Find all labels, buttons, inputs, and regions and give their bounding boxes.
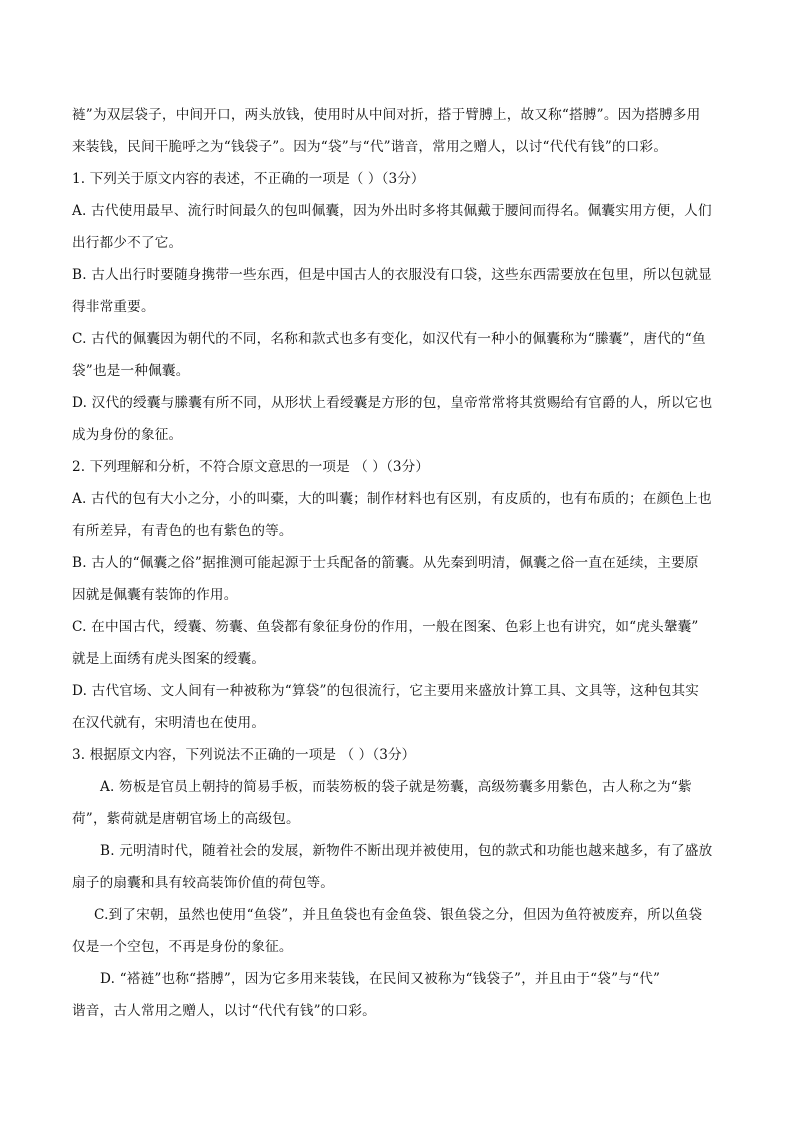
option-line: A. 古代使用最早、流行时间最久的包叫佩囊，因为外出时多将其佩戴于腰间而得名。佩囊实用方便，人们	[72, 203, 712, 219]
option-b	[72, 547, 724, 611]
question-stem: 2. 下列理解和分析，不符合原文意思的一项是 （ ）（3分）	[72, 459, 430, 475]
option-c	[72, 899, 724, 963]
option-line: C.到了宋朝，虽然也使用“鱼袋”，并且鱼袋也有金鱼袋、银鱼袋之分，但因为鱼符被废弃，所以鱼袋	[94, 907, 703, 923]
option-line: 出行都少不了它。	[72, 235, 183, 251]
question-stem: 1. 下列关于原文内容的表述，不正确的一项是（ ）（3分）	[72, 171, 425, 187]
intro-line: 来装钱，民间干脆呼之为“钱袋子”。因为“袋”与“代”谐音，常用之赠人，以讨“代代有钱”的口彩。	[72, 139, 668, 155]
option-d	[72, 963, 724, 1027]
option-line: B. 古人的“佩囊之俗”据推测可能起源于士兵配备的箭囊。从先秦到明清，佩囊之俗一直在延续，主要原	[72, 555, 699, 571]
option-line: 得非常重要。	[72, 299, 155, 315]
question-1	[72, 163, 724, 451]
question-2	[72, 451, 724, 739]
option-line: 仅是一个空包，不再是身份的象征。	[72, 939, 293, 955]
option-line: 成为身份的象征。	[72, 427, 183, 443]
question-stem: 3. 根据原文内容，下列说法不正确的一项是 （ ）（3分）	[72, 747, 416, 763]
option-line: 荷”，紫荷就是唐朝官场上的高级包。	[72, 811, 300, 827]
option-line: 扇子的扇囊和具有较高装饰价值的荷包等。	[72, 875, 335, 891]
option-line: B. 元明清时代，随着社会的发展，新物件不断出现并被使用，包的款式和功能也越来越多，有了盛放	[100, 843, 713, 859]
option-line: D. “褡裢”也称“搭膊”，因为它多用来装钱，在民间又被称为“钱袋子”，并且由于“袋”与“代”	[100, 971, 661, 987]
option-b	[72, 835, 724, 899]
option-a	[72, 195, 724, 259]
option-c	[72, 323, 724, 387]
option-line: 袋”也是一种佩囊。	[72, 363, 190, 379]
intro-paragraph	[72, 99, 724, 163]
option-line: 就是上面绣有虎头图案的绶囊。	[72, 651, 266, 667]
option-a	[72, 483, 724, 547]
exam-page	[72, 99, 724, 1027]
option-d	[72, 675, 724, 739]
option-d	[72, 387, 724, 451]
option-line: B. 古人出行时要随身携带一些东西，但是中国古人的衣服没有口袋，这些东西需要放在包里，所以包就显	[72, 267, 712, 283]
option-line: 谐音，古人常用之赠人，以讨“代代有钱”的口彩。	[72, 1003, 376, 1019]
option-line: A. 古代的包有大小之分，小的叫橐，大的叫囊；制作材料也有区别，有皮质的，也有布质的；在颜色上也	[72, 491, 712, 507]
question-3	[72, 739, 724, 1027]
option-line: C. 古代的佩囊因为朝代的不同，名称和款式也多有变化，如汉代有一种小的佩囊称为“縢囊”，唐代的“鱼	[72, 331, 706, 347]
option-a	[72, 771, 724, 835]
option-line: 有所差异，有青色的也有紫色的等。	[72, 523, 293, 539]
option-line: C. 在中国古代，绶囊、笏囊、鱼袋都有象征身份的作用，一般在图案、色彩上也有讲究，如“虎头鞶囊”	[72, 619, 699, 635]
option-line: D. 古代官场、文人间有一种被称为“算袋”的包很流行，它主要用来盛放计算工具、文具等，这种包其实	[72, 683, 700, 699]
option-line: 在汉代就有，宋明清也在使用。	[72, 715, 266, 731]
option-line: A. 笏板是官员上朝持的简易手板，而装笏板的袋子就是笏囊，高级笏囊多用紫色，古人称之为“紫	[100, 779, 692, 795]
option-c	[72, 611, 724, 675]
option-line: 因就是佩囊有装饰的作用。	[72, 587, 238, 603]
option-b	[72, 259, 724, 323]
intro-line: 裢”为双层袋子，中间开口，两头放钱，使用时从中间对折，搭于臂膊上，故又称“搭膊”。因为搭膊多用	[72, 107, 701, 123]
option-line: D. 汉代的绶囊与縢囊有所不同，从形状上看绶囊是方形的包，皇帝常常将其赏赐给有官爵的人，所以它也	[72, 395, 713, 411]
